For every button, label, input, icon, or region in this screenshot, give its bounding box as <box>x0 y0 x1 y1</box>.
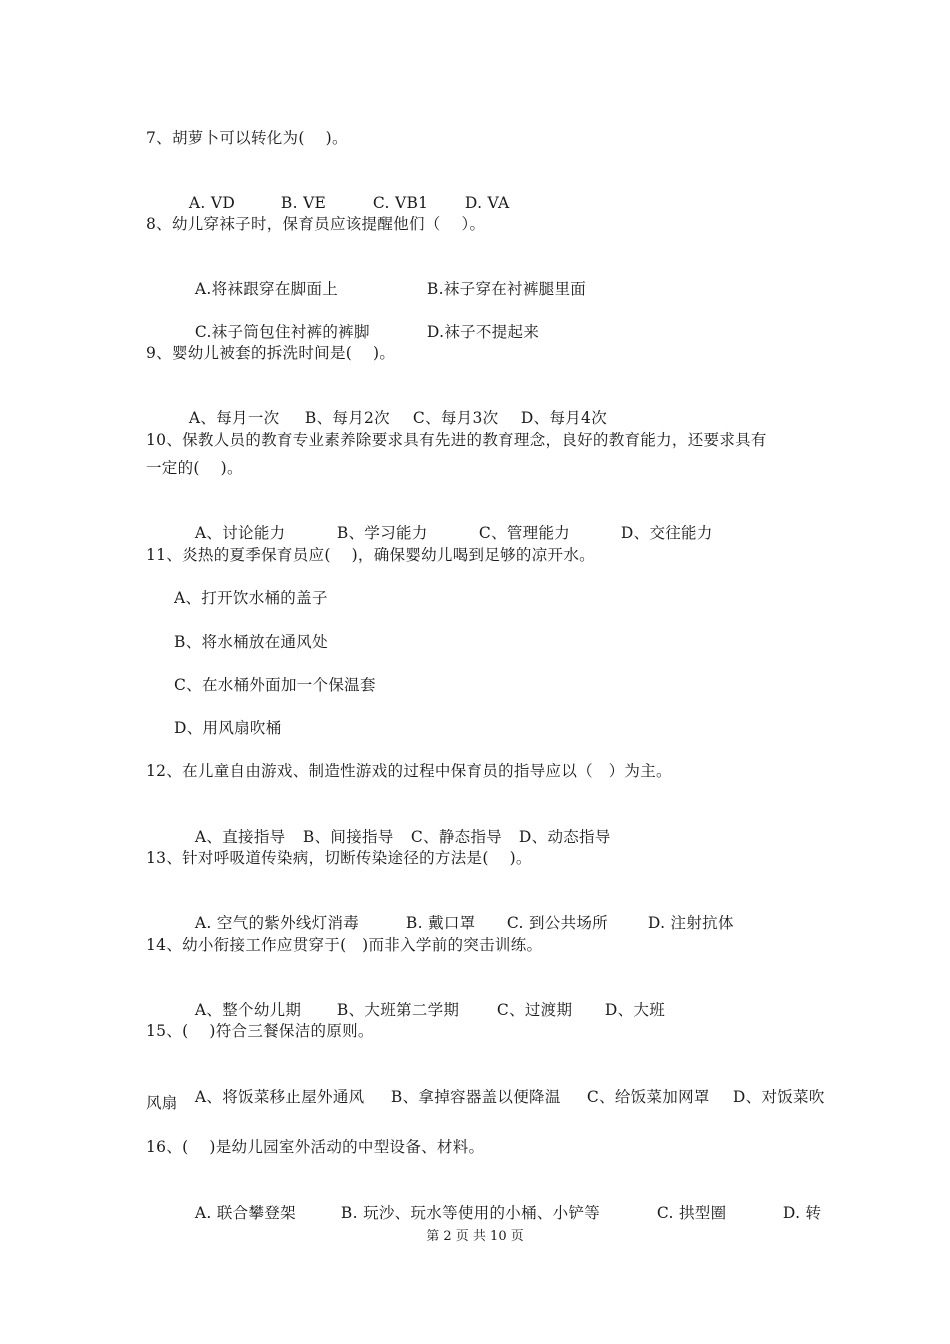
option-c: C、过渡期 <box>496 1001 573 1019</box>
option-d: D. VA <box>464 194 510 212</box>
option-c: C、每月3次 <box>412 409 499 427</box>
option-b: B、学习能力 <box>336 524 428 542</box>
option-a: A. VD <box>188 194 236 212</box>
option-c: C、给饭菜加网罩 <box>586 1088 710 1106</box>
option-a: A、直接指导 <box>194 828 286 846</box>
question-11-stem: 11、炎热的夏季保育员应( )，确保婴幼儿喝到足够的凉开水。 <box>146 546 595 564</box>
question-9-stem: 9、婴幼儿被套的拆洗时间是( )。 <box>146 344 396 362</box>
option-a: A、讨论能力 <box>194 524 286 542</box>
option-d: D、交往能力 <box>620 524 713 542</box>
question-10-stem: 10、保教人员的教育专业素养除要求具有先进的教育理念，良好的教育能力，还要求具有 <box>146 431 767 449</box>
option-d: D. 注射抗体 <box>647 914 734 932</box>
question-10-stem-continued: 一定的( )。 <box>146 459 243 477</box>
option-b: B、间接指导 <box>302 828 394 846</box>
option-b: B. 戴口罩 <box>405 914 476 932</box>
option-d: D、动态指导 <box>518 828 611 846</box>
question-15-options-continued: 风扇 <box>146 1094 178 1112</box>
question-12-stem: 12、在儿童自由游戏、制造性游戏的过程中保育员的指导应以（ ）为主。 <box>146 762 672 780</box>
question-11-option-a: A、打开饮水桶的盖子 <box>174 589 328 607</box>
option-b: B.袜子穿在衬裤腿里面 <box>426 280 587 298</box>
question-8-stem: 8、幼儿穿袜子时，保育员应该提醒他们（ ）。 <box>146 215 486 233</box>
option-d: D、对饭菜吹 <box>732 1088 825 1106</box>
option-c: C.袜子筒包住衬裤的裤脚 <box>194 323 370 341</box>
question-7-stem: 7、胡萝卜可以转化为( )。 <box>146 129 348 147</box>
option-a: A. 联合攀登架 <box>194 1204 296 1222</box>
option-c: C. VB1 <box>372 194 429 212</box>
question-11-option-d: D、用风扇吹桶 <box>174 719 282 737</box>
option-a: A、整个幼儿期 <box>194 1001 302 1019</box>
option-c: C、管理能力 <box>478 524 571 542</box>
question-11-option-b: B、将水桶放在通风处 <box>174 633 328 651</box>
question-14-stem: 14、幼小衔接工作应贯穿于( )而非入学前的突击训练。 <box>146 936 543 954</box>
option-b: B. VE <box>280 194 327 212</box>
option-b: B、每月2次 <box>304 409 390 427</box>
question-15-options <box>174 1064 825 1130</box>
option-c: C、静态指导 <box>410 828 503 846</box>
option-d: D. 转 <box>782 1204 822 1222</box>
option-b: B. 玩沙、玩水等使用的小桶、小铲等 <box>340 1204 601 1222</box>
question-16-stem: 16、( )是幼儿园室外活动的中型设备、材料。 <box>146 1138 485 1156</box>
option-d: D.袜子不提起来 <box>426 323 540 341</box>
question-11-option-c: C、在水桶外面加一个保温套 <box>174 676 376 694</box>
option-a: A.将袜跟穿在脚面上 <box>194 280 339 298</box>
option-d: D、每月4次 <box>520 409 608 427</box>
option-a: A. 空气的紫外线灯消毒 <box>194 914 360 932</box>
option-d: D、大班 <box>604 1001 666 1019</box>
option-b: B、拿掉容器盖以便降温 <box>390 1088 561 1106</box>
question-13-stem: 13、针对呼吸道传染病，切断传染途径的方法是( )。 <box>146 849 532 867</box>
option-a: A、将饭菜移止屋外通风 <box>194 1088 365 1106</box>
question-15-stem: 15、( )符合三餐保洁的原则。 <box>146 1022 374 1040</box>
option-a: A、每月一次 <box>188 409 280 427</box>
option-b: B、大班第二学期 <box>336 1001 460 1019</box>
option-c: C. 拱型圈 <box>656 1204 727 1222</box>
page-footer: 第 2 页 共 10 页 <box>426 1229 524 1244</box>
option-c: C. 到公共场所 <box>506 914 608 932</box>
